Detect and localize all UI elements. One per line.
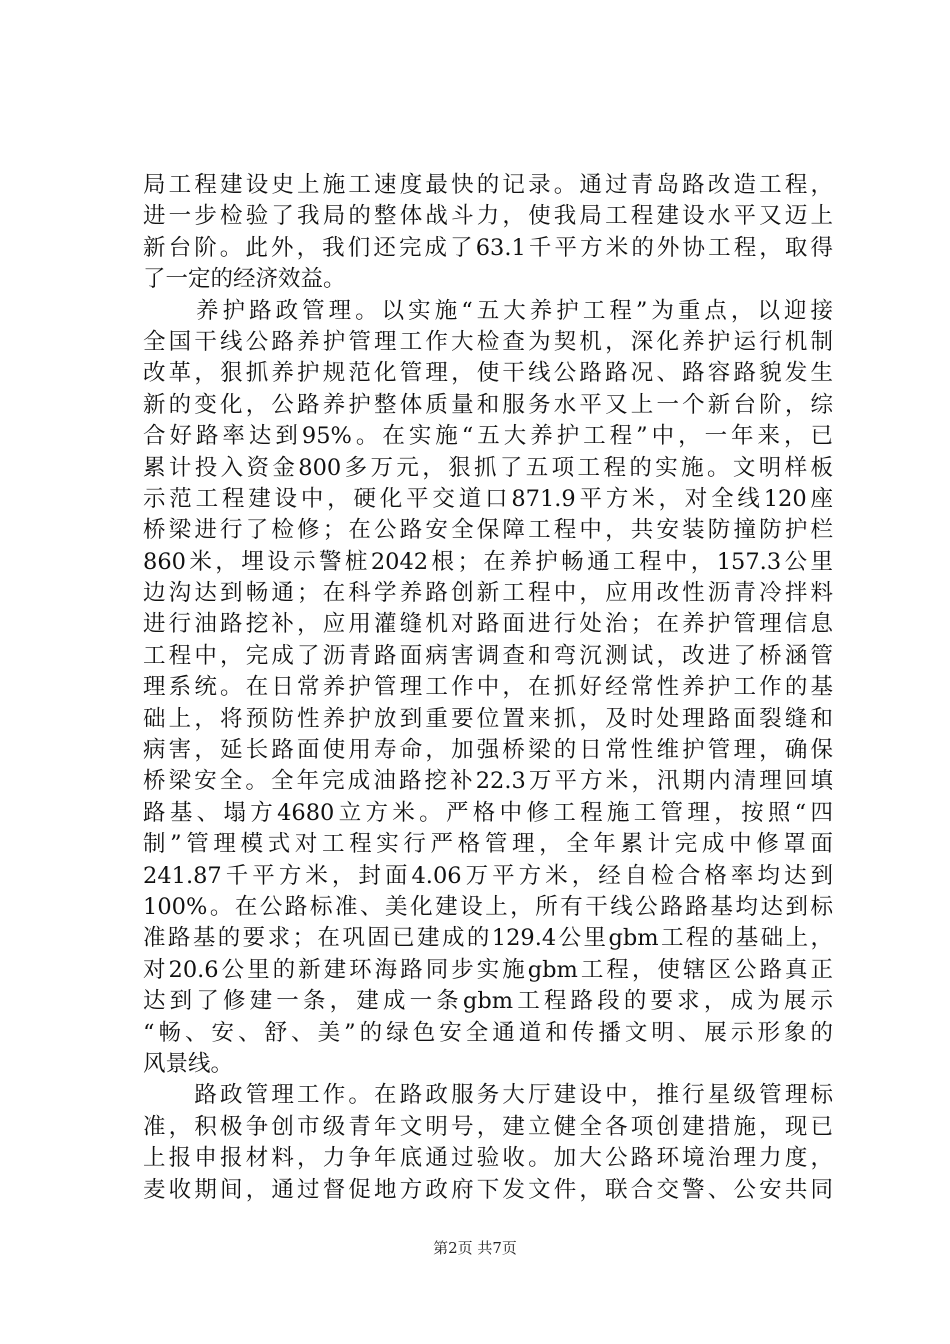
text-line: 边沟达到畅通；在科学养路创新工程中，应用改性沥青冷拌料 xyxy=(143,580,833,607)
text-line: 病害，延长路面使用寿命，加强桥梁的日常性维护管理，确保 xyxy=(143,737,833,764)
text-line: 241.87千平方米，封面4.06万平方米，经自检合格率均达到 xyxy=(143,862,833,889)
body-text xyxy=(143,170,833,1206)
text-line: 新的变化，公路养护整体质量和服务水平又上一个新台阶，综 xyxy=(143,391,833,418)
text-line: 础上，将预防性养护放到重要位置来抓，及时处理路面裂缝和 xyxy=(143,705,833,732)
text-line: 对20.6公里的新建环海路同步实施gbm工程，使辖区公路真正 xyxy=(143,956,833,983)
text-line: 改革，狠抓养护规范化管理，使干线公路路况、路容路貌发生 xyxy=(143,360,833,387)
text-line: 准路基的要求；在巩固已建成的129.4公里gbm工程的基础上， xyxy=(143,925,833,952)
text-line: 全国干线公路养护管理工作大检查为契机，深化养护运行机制 xyxy=(143,328,833,355)
text-line: 进行油路挖补，应用灌缝机对路面进行处治；在养护管理信息 xyxy=(143,611,833,638)
text-line: 了一定的经济效益。 xyxy=(143,266,346,293)
text-line: 理系统。在日常养护管理工作中，在抓好经常性养护工作的基 xyxy=(143,674,833,701)
text-line: 示范工程建设中，硬化平交道口871.9平方米，对全线120座 xyxy=(143,485,833,512)
text-line: “畅、安、舒、美”的绿色安全通道和传播文明、展示形象的 xyxy=(143,1019,833,1046)
text-line: 准，积极争创市级青年文明号，建立健全各项创建措施，现已 xyxy=(143,1113,833,1140)
text-line: 桥梁安全。全年完成油路挖补22.3万平方米，汛期内清理回填 xyxy=(143,768,833,795)
text-line: 制”管理模式对工程实行严格管理，全年累计完成中修罩面 xyxy=(143,831,833,858)
text-line: 860米，埋设示警桩2042根；在养护畅通工程中，157.3公里 xyxy=(143,548,833,575)
page-number-footer: 第2页 共7页 xyxy=(433,1239,517,1257)
text-line: 累计投入资金800多万元，狠抓了五项工程的实施。文明样板 xyxy=(143,454,833,481)
text-line: 上报申报材料，力争年底通过验收。加大公路环境治理力度， xyxy=(143,1145,833,1172)
text-line: 100%。在公路标准、美化建设上，所有干线公路路基均达到标 xyxy=(143,893,833,920)
text-line: 新台阶。此外，我们还完成了63.1千平方米的外协工程，取得 xyxy=(143,234,833,261)
text-line: 桥梁进行了检修；在公路安全保障工程中，共安装防撞防护栏 xyxy=(143,517,833,544)
text-line: 工程中，完成了沥青路面病害调查和弯沉测试，改进了桥涵管 xyxy=(143,642,833,669)
text-line: 路基、塌方4680立方米。严格中修工程施工管理，按照“四 xyxy=(143,799,833,826)
text-line: 进一步检验了我局的整体战斗力，使我局工程建设水平又迈上 xyxy=(143,203,833,230)
text-line: 养护路政管理。以实施“五大养护工程”为重点，以迎接 xyxy=(143,297,833,324)
text-line: 风景线。 xyxy=(143,1050,234,1077)
text-line: 路政管理工作。在路政服务大厅建设中，推行星级管理标 xyxy=(143,1082,833,1109)
text-line: 合好路率达到95%。在实施“五大养护工程”中，一年来，已 xyxy=(143,423,833,450)
text-line: 达到了修建一条，建成一条gbm工程路段的要求，成为展示 xyxy=(143,988,833,1015)
text-line: 局工程建设史上施工速度最快的记录。通过青岛路改造工程， xyxy=(143,172,833,198)
text-line: 麦收期间，通过督促地方政府下发文件，联合交警、公安共同 xyxy=(143,1176,833,1203)
